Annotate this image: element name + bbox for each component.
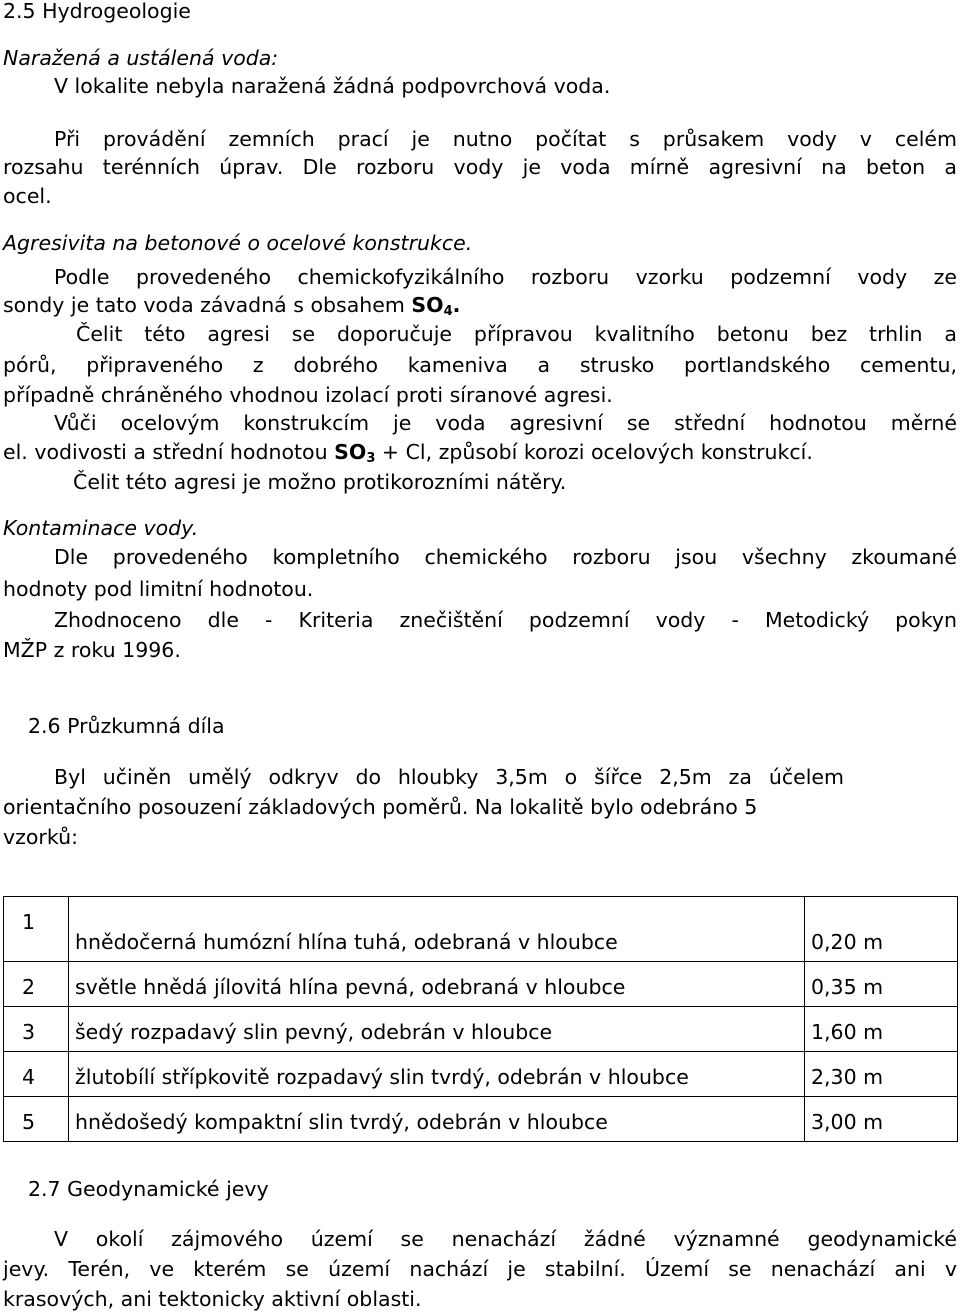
paragraph-line: Byl učiněn umělý odkryv do hloubky 3,5m o šířce 2,5m za účelem [54,765,844,789]
samples-table-body [4,897,958,1142]
formula-subscript: 3 [366,451,376,466]
paragraph-line: vzorků: [3,825,79,849]
paragraph-line: pórů, připraveného z dobrého kameniva a strusko portlandského cementu, [3,353,957,377]
paragraph-line: Čelit této agresi se doporučuje přípravou kvalitního betonu bez trhlin a [76,322,957,346]
sample-number-cell: 3 [4,1007,69,1052]
section-heading-hydrogeologie: 2.5 Hydrogeologie [3,0,191,23]
text-run: + Cl, způsobí korozi ocelových konstrukcí. [375,440,813,464]
paragraph-line: krasových, ani tektonicky aktivní oblasti. [3,1287,422,1311]
formula-text: SO [334,440,367,464]
sample-number-cell: 5 [4,1097,69,1142]
paragraph-line [3,439,813,472]
formula-subscript: 4 [443,304,453,319]
formula-punct: . [452,293,461,317]
section-heading-pruzkumna-dila: 2.6 Průzkumná díla [28,714,225,738]
paragraph-line: hodnoty pod limitní hodnotou. [3,577,314,601]
sample-description-cell: šedý rozpadavý slin pevný, odebrán v hloubce [69,1007,805,1052]
paragraph-line: Zhodnoceno dle - Kriteria znečištění podzemní vody - Metodický pokyn [54,608,957,632]
paragraph-line: V okolí zájmového území se nenachází žádné významné geodynamické [54,1227,957,1251]
sample-description-cell: hnědočerná humózní hlína tuhá, odebraná v hloubce [69,897,805,962]
paragraph-line: Při provádění zemních prací je nutno počítat s průsakem vody v celém [54,127,957,151]
sample-description-cell: hnědošedý kompaktní slin tvrdý, odebrán v hloubce [69,1097,805,1142]
chemical-formula [334,440,375,464]
sample-depth-cell: 3,00 m [805,1097,958,1142]
subheading-water: Naražená a ustálená voda: [3,46,279,70]
sample-depth-cell: 0,20 m [805,897,958,962]
table-row [4,897,958,962]
sample-depth-cell: 0,35 m [805,962,958,1007]
sample-number-cell: 4 [4,1052,69,1097]
paragraph-line: Vůči ocelovým konstrukcím je voda agresivní se střední hodnotou měrné [54,411,957,435]
paragraph-line: V lokalite nebyla naražená žádná podpovrchová voda. [54,74,611,98]
chemical-formula [411,293,460,317]
formula-text: SO [411,293,444,317]
sample-number-cell: 2 [4,962,69,1007]
text-run: el. vodivosti a střední hodnotou [3,440,335,464]
sample-depth-cell: 2,30 m [805,1052,958,1097]
subheading-aggressivity: Agresivita na betonové o ocelové konstrukce. [3,231,473,255]
paragraph-line: Čelit této agresi je možno protikorozními nátěry. [73,470,567,494]
samples-table [3,896,958,1142]
paragraph-line: orientačního posouzení základových poměrů. Na lokalitě bylo odebráno 5 [3,795,758,819]
paragraph-line: Dle provedeného kompletního chemického rozboru jsou všechny zkoumané [54,545,957,569]
sample-description-cell: žlutobílí střípkovitě rozpadavý slin tvrdý, odebrán v hloubce [69,1052,805,1097]
paragraph-line: MŽP z roku 1996. [3,638,181,662]
sample-description-cell: světle hnědá jílovitá hlína pevná, odebraná v hloubce [69,962,805,1007]
paragraph-line: případně chráněného vhodnou izolací proti síranové agresi. [3,383,613,407]
table-row [4,1052,958,1097]
sample-depth-cell: 1,60 m [805,1007,958,1052]
subheading-contamination: Kontaminace vody. [3,516,199,540]
paragraph-line: Podle provedeného chemickofyzikálního rozboru vzorku podzemní vody ze [54,265,957,289]
paragraph-line: jevy. Terén, ve kterém se území nachází je stabilní. Území se nenachází ani v [3,1257,957,1281]
section-heading-geodynamicke-jevy: 2.7 Geodynamické jevy [28,1177,269,1201]
sample-number-cell: 1 [4,897,69,962]
text-run: sondy je tato voda závadná s obsahem [3,293,412,317]
paragraph-line: rozsahu terénních úprav. Dle rozboru vody je voda mírně agresivní na beton a [3,155,957,179]
paragraph-line: ocel. [3,184,52,208]
table-row [4,1097,958,1142]
table-row [4,962,958,1007]
table-row [4,1007,958,1052]
